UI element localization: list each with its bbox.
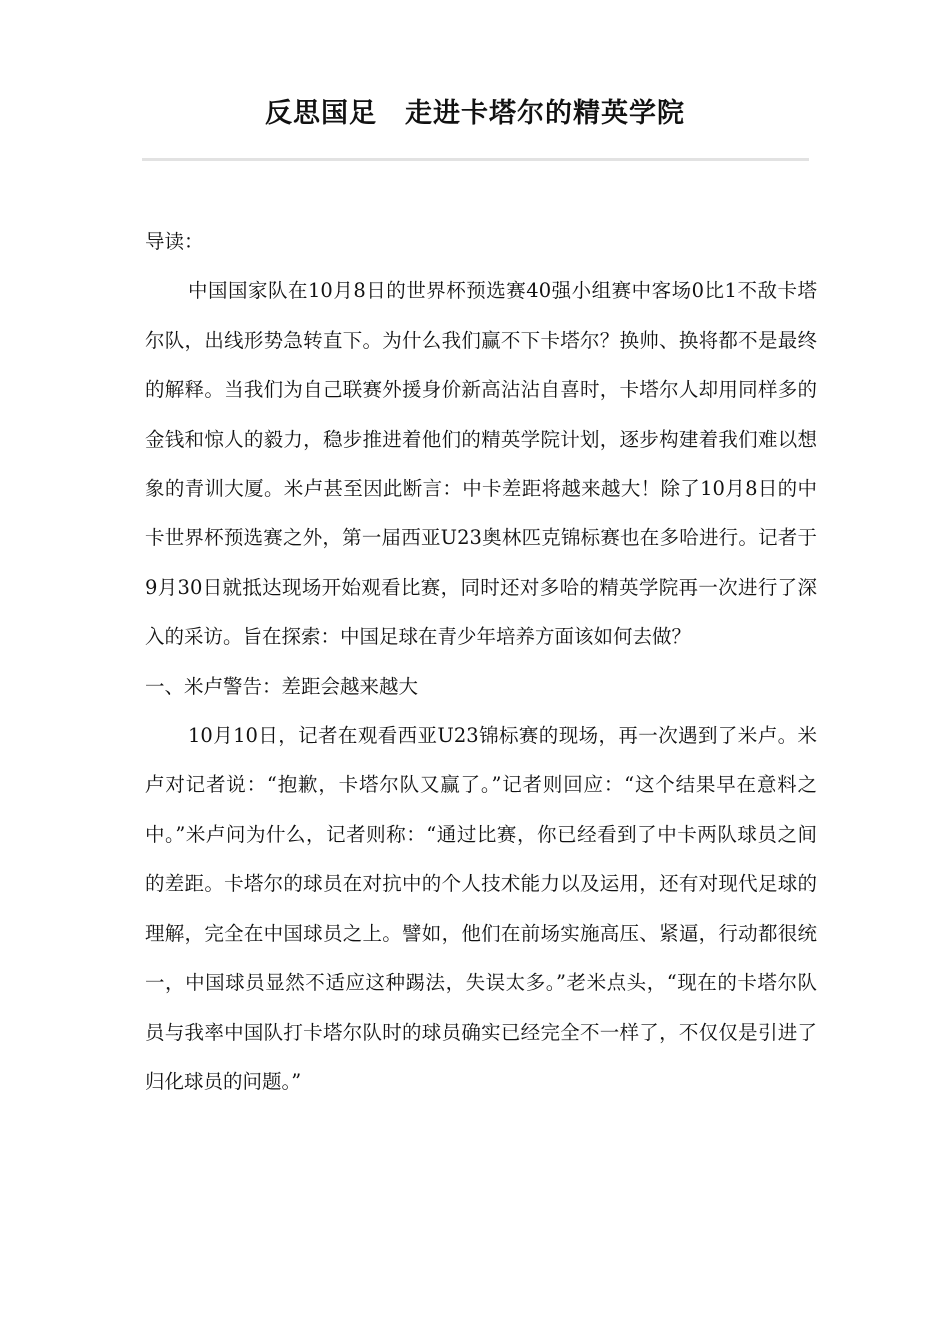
intro-heading: 导读：: [145, 230, 204, 253]
section-paragraph: 10月10日，记者在观看西亚U23锦标赛的现场，再一次遇到了米卢。米卢对记者说：“抱歉，卡塔尔队又赢了。”记者则回应：“这个结果早在意料之中。”米卢问为什么，记者则称：“通过比赛，你已经看到了中卡两队球员之间的差距。卡塔尔的球员在对抗中的个人技术能力以及运用，还有对现代足球的理解，完全在中国球员之上。譬如，他们在前场实施高压、紧逼，行动都很统一，中国球员显然不适应这种踢法，失误太多。”老米点头，“现在的卡塔尔队员与我率中国队打卡塔尔队时的球员确实已经完全不一样了，不仅仅是引进了归化球员的问题。”: [145, 724, 817, 1093]
article-title: 反思国足 走进卡塔尔的精英学院: [265, 98, 685, 129]
title-divider: [142, 158, 809, 161]
section-heading: 一、米卢警告：差距会越来越大: [145, 674, 419, 698]
intro-paragraph: 中国国家队在10月8日的世界杯预选赛40强小组赛中客场0比1不敌卡塔尔队，出线形势急转直下。为什么我们赢不下卡塔尔？换帅、换将都不是最终的解释。当我们为自己联赛外援身价新高沾沾自喜时，卡塔尔人却用同样多的金钱和惊人的毅力，稳步推进着他们的精英学院计划，逐步构建着我们难以想象的青训大厦。米卢甚至因此断言：中卡差距将越来越大！除了10月8日的中卡世界杯预选赛之外，第一届西亚U23奥林匹克锦标赛也在多哈进行。记者于9月30日就抵达现场开始观看比赛，同时还对多哈的精英学院再一次进行了深入的采访。旨在探索：中国足球在青少年培养方面该如何去做？: [145, 279, 817, 649]
article-body: [145, 217, 817, 1106]
